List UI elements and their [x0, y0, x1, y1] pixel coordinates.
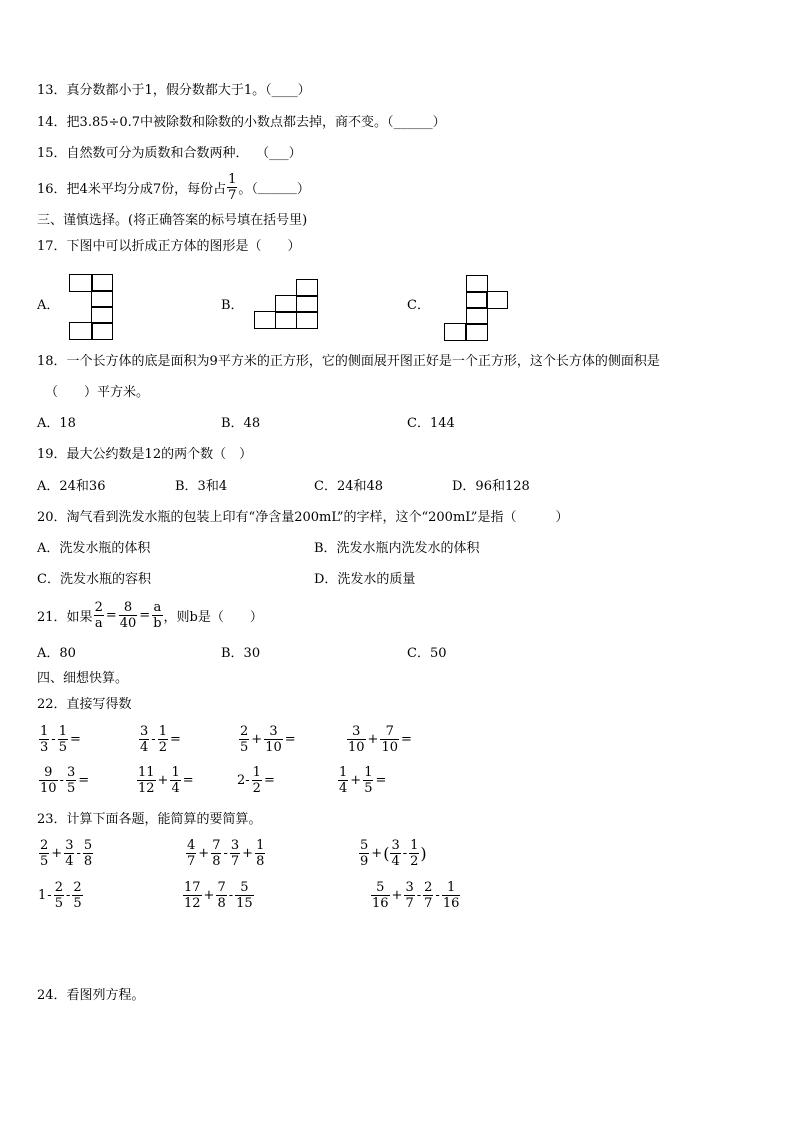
- section-heading-4: 四、细想快算。: [37, 671, 129, 686]
- question-text: 如果: [66, 610, 93, 625]
- question-text: 下图中可以折成正方体的图形是（ ）: [66, 239, 301, 254]
- question-19: [37, 447, 252, 463]
- option-b[interactable]: B．3和4: [175, 479, 228, 494]
- expression: $\frac{3}{4}$ - $\frac{1}{2}$ =: [140, 724, 181, 755]
- question-number: 22．: [37, 697, 67, 712]
- question-17: [37, 239, 301, 255]
- option-b[interactable]: B．30: [221, 646, 261, 661]
- question-20: [37, 510, 568, 526]
- question-text: 一个长方体的底是面积为9平方米的正方形，它的侧面展开图正好是一个正方形，这个长方体的侧面积是: [66, 354, 660, 369]
- question-text: 把4米平均分成7份，每份占: [66, 182, 227, 197]
- expression: $\frac{1}{4}$ + $\frac{1}{5}$ =: [339, 765, 387, 796]
- cube-net-figure-c: [444, 275, 510, 341]
- question-number: 17．: [37, 239, 67, 254]
- question-18: [37, 354, 660, 370]
- question-24: [37, 988, 145, 1004]
- question-23: [37, 812, 262, 828]
- option-a[interactable]: A．洗发水瓶的体积: [37, 541, 151, 556]
- bracket-close: ）: [432, 115, 446, 130]
- expression: $\frac{3}{10}$ + $\frac{7}{10}$ =: [348, 724, 412, 755]
- expression: 2- $\frac{1}{2}$ =: [237, 765, 275, 796]
- question-number: 21．: [37, 610, 67, 625]
- option-a[interactable]: A．18: [37, 416, 76, 431]
- expression: $\frac{4}{7}$ + $\frac{7}{8}$ - $\frac{3}{7}$ + $\frac{1}{8}$: [187, 838, 265, 869]
- expression: 1 - $\frac{2}{5}$ - $\frac{2}{5}$: [38, 880, 82, 911]
- fraction: $\frac{a}{b}$: [153, 600, 162, 631]
- question-number: 18．: [37, 354, 67, 369]
- question-text: 看图列方程。: [66, 988, 145, 1003]
- question-14: [37, 115, 446, 131]
- question-text: 把3.85÷0.7中被除数和除数的小数点都去掉，商不变。（: [66, 115, 394, 130]
- answer-blank[interactable]: （___）: [262, 146, 302, 161]
- option-b[interactable]: B．洗发水瓶内洗发水的体积: [314, 541, 480, 556]
- question-number: 24．: [37, 988, 67, 1003]
- question-text: 自然数可分为质数和合数两种．: [66, 146, 249, 161]
- option-b[interactable]: B．48: [221, 416, 261, 431]
- question-16: [37, 172, 310, 203]
- question-text: 计算下面各题，能简算的要简算。: [66, 812, 262, 827]
- option-c[interactable]: C．洗发水瓶的容积: [37, 572, 151, 587]
- answer-blank[interactable]: ____: [271, 83, 298, 98]
- question-number: 23．: [37, 812, 67, 827]
- expression: $\frac{2}{5}$ + $\frac{3}{4}$ - $\frac{5}{8}$: [40, 838, 93, 869]
- fraction: $\frac{1}{7}$: [228, 172, 237, 203]
- option-c-label[interactable]: C．: [407, 298, 430, 313]
- question-21: 21． 如果 $\frac{2}{a}$ = $\frac{8}{40}$ = $\frac{a}{b}$ ，则b是（ ）: [37, 600, 263, 631]
- question-18-line-2: （ ）平方米。: [45, 385, 150, 400]
- cube-net-figure-a: [69, 274, 117, 342]
- option-a[interactable]: A．24和36: [37, 479, 106, 494]
- section-heading-3: 三、谨慎选择。(将正确答案的标号填在括号里): [37, 213, 308, 228]
- question-number: 14．: [37, 115, 67, 130]
- question-number: 20．: [37, 510, 67, 525]
- question-number: 16．: [37, 182, 67, 197]
- option-a[interactable]: A．80: [37, 646, 76, 661]
- option-a-label[interactable]: A．: [37, 298, 60, 313]
- option-c[interactable]: C．144: [407, 416, 455, 431]
- question-text: 淘气看到洗发水瓶的包装上印有“净含量200mL”的字样，这个“200mL”是指（ ）: [66, 510, 569, 525]
- option-b-label[interactable]: B．: [221, 298, 244, 313]
- option-c[interactable]: C．50: [407, 646, 447, 661]
- bracket-close: ）: [296, 182, 310, 197]
- option-d[interactable]: D．96和128: [452, 479, 530, 494]
- expression: $\frac{2}{5}$ + $\frac{3}{10}$ =: [240, 724, 296, 755]
- question-text-end: ，则b是（ ）: [163, 610, 263, 625]
- question-number: 15．: [37, 146, 67, 161]
- question-text: 真分数都小于1，假分数都大于1。（: [66, 83, 272, 98]
- question-13: [37, 83, 311, 99]
- expression: $\frac{5}{16}$ + $\frac{3}{7}$ - $\frac{2}{7}$ - $\frac{1}{16}$: [372, 880, 460, 911]
- question-22: [37, 697, 132, 713]
- expression: $\frac{1}{3}$ - $\frac{1}{5}$ =: [40, 724, 81, 755]
- question-text: 最大公约数是12的两个数（ ）: [66, 447, 253, 462]
- cube-net-figure-b: [254, 279, 320, 329]
- expression: $\frac{11}{12}$ + $\frac{1}{4}$ =: [138, 765, 194, 796]
- question-15: [37, 146, 302, 162]
- question-number: 19．: [37, 447, 67, 462]
- fraction: $\frac{8}{40}$: [119, 600, 137, 631]
- answer-blank[interactable]: ______: [257, 180, 297, 195]
- option-d[interactable]: D．洗发水的质量: [314, 572, 416, 587]
- expression: $\frac{5}{9}$ + ( $\frac{3}{4}$ - $\frac{1}{2}$ ): [360, 838, 427, 869]
- question-text: 直接写得数: [66, 697, 132, 712]
- expression: $\frac{17}{12}$ + $\frac{7}{8}$ - $\frac{5}{15}$: [184, 880, 253, 911]
- question-text-end: 。（: [238, 182, 258, 197]
- expression: $\frac{9}{10}$ - $\frac{3}{5}$ =: [40, 765, 90, 796]
- fraction: $\frac{2}{a}$: [94, 600, 103, 631]
- answer-blank[interactable]: ______: [393, 115, 433, 130]
- option-c[interactable]: C．24和48: [314, 479, 384, 494]
- question-number: 13．: [37, 83, 67, 98]
- bracket-close: ）: [297, 83, 311, 98]
